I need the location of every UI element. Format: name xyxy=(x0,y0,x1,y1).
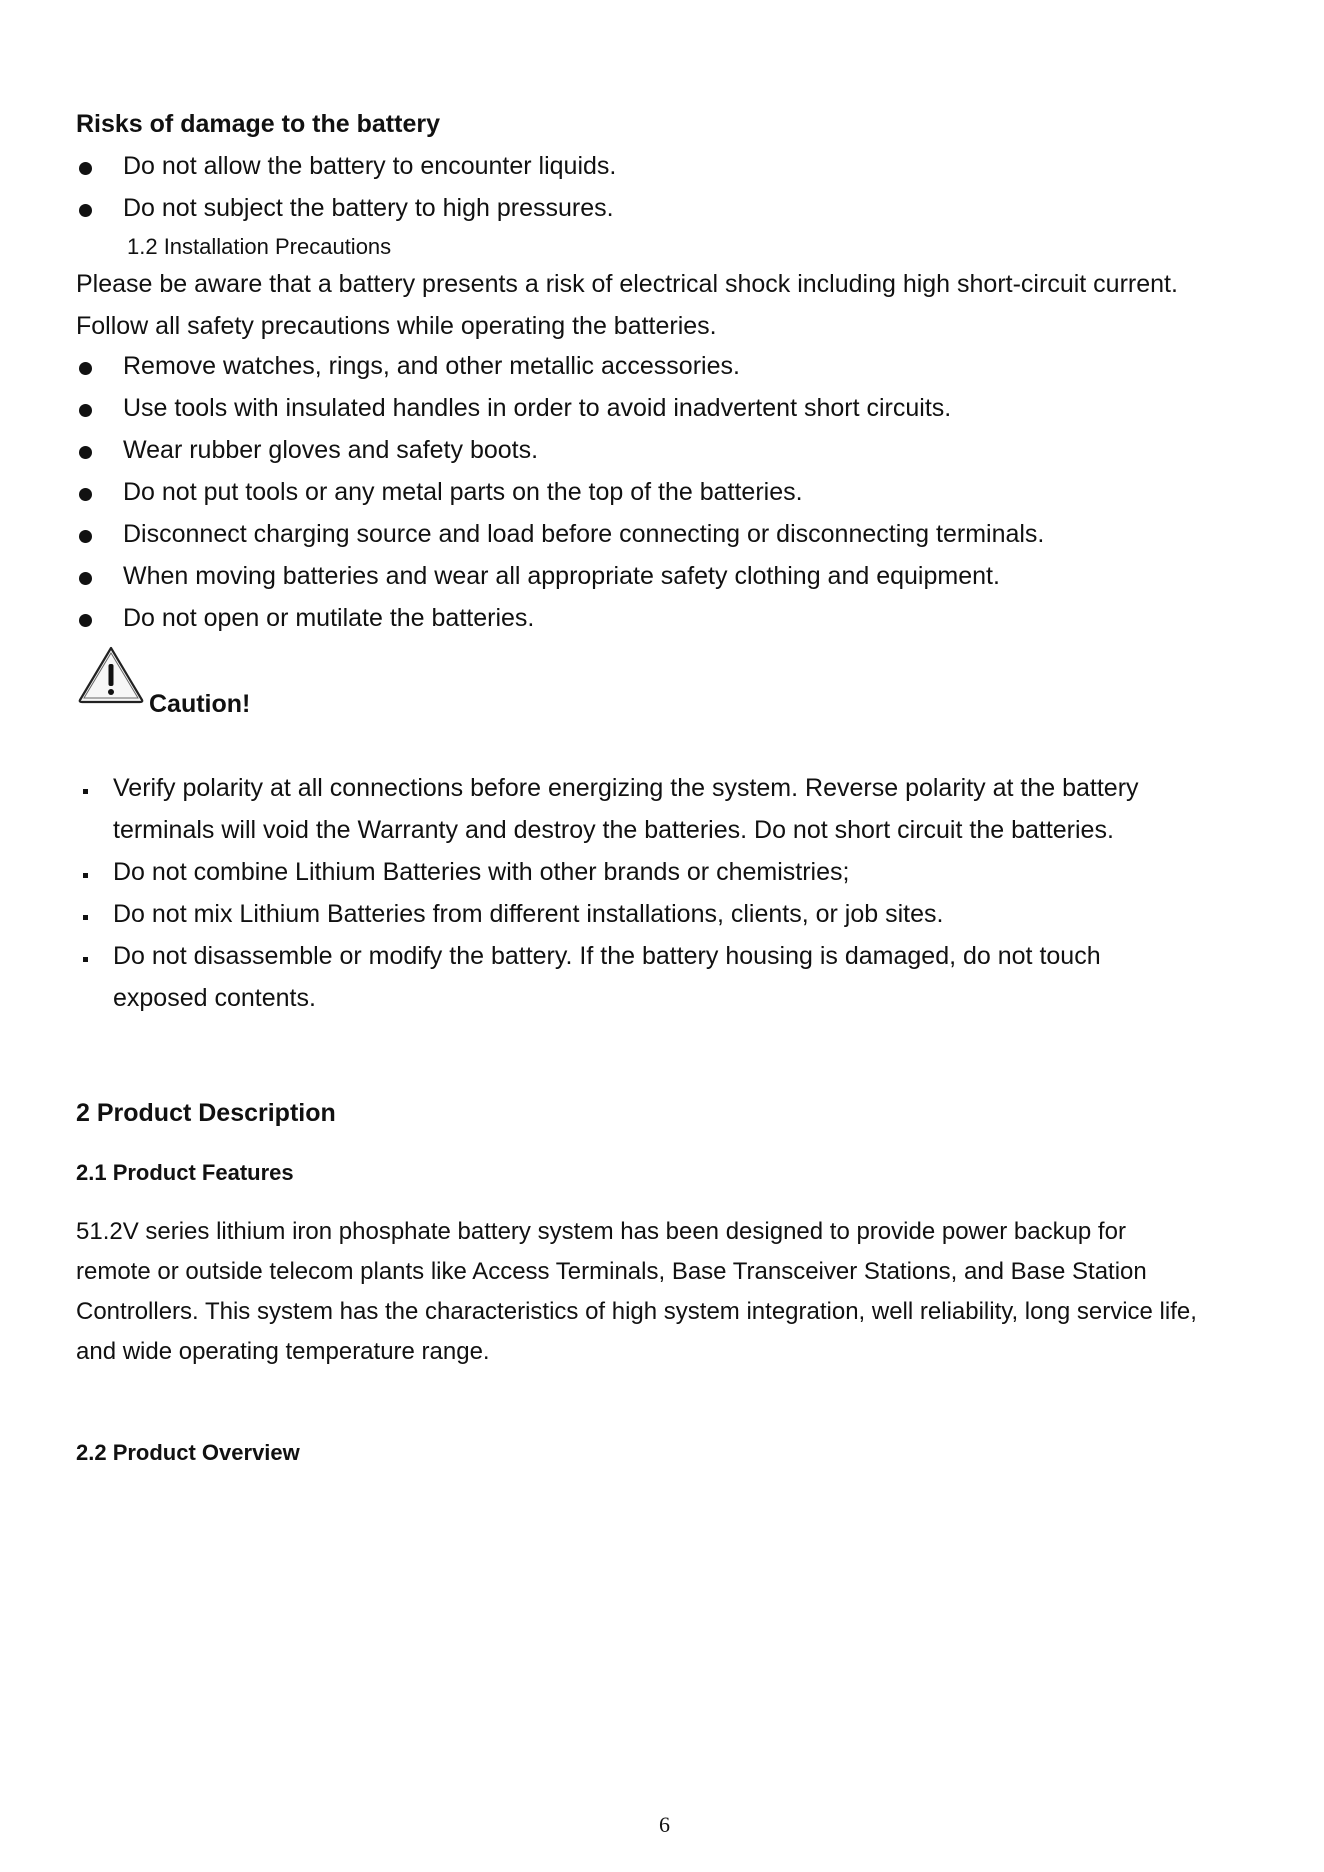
bullet-square-icon xyxy=(83,915,88,920)
paragraph-line: 51.2V series lithium iron phosphate battery system has been designed to provide power backup for xyxy=(76,1218,1126,1245)
bullet-dot-icon xyxy=(79,530,92,543)
install-intro-line: Follow all safety precautions while operating the batteries. xyxy=(76,312,717,340)
install-item: Remove watches, rings, and other metallic accessories. xyxy=(123,352,740,380)
caution-item-line: Do not mix Lithium Batteries from different installations, clients, or job sites. xyxy=(113,900,944,928)
install-item: When moving batteries and wear all appropriate safety clothing and equipment. xyxy=(123,562,1000,590)
install-item: Do not open or mutilate the batteries. xyxy=(123,604,535,632)
caution-label: Caution! xyxy=(149,690,251,718)
caution-item-line: Do not disassemble or modify the battery. If the battery housing is damaged, do not touch xyxy=(113,942,1101,970)
bullet-dot-icon xyxy=(79,446,92,459)
bullet-dot-icon xyxy=(79,404,92,417)
subsection-heading: 2.2 Product Overview xyxy=(76,1440,300,1465)
caution-item-line: terminals will void the Warranty and destroy the batteries. Do not short circuit the batteries. xyxy=(113,816,1114,844)
caution-item-line: Do not combine Lithium Batteries with other brands or chemistries; xyxy=(113,858,850,886)
bullet-dot-icon xyxy=(79,614,92,627)
bullet-dot-icon xyxy=(79,162,92,175)
paragraph-line: Controllers. This system has the characteristics of high system integration, well reliability, long service life, xyxy=(76,1298,1197,1325)
install-subheading: 1.2 Installation Precautions xyxy=(127,234,392,259)
bullet-square-icon xyxy=(83,957,88,962)
bullet-square-icon xyxy=(83,873,88,878)
warning-triangle-icon xyxy=(76,644,146,706)
install-item: Disconnect charging source and load before connecting or disconnecting terminals. xyxy=(123,520,1045,548)
bullet-dot-icon xyxy=(79,488,92,501)
bullet-dot-icon xyxy=(79,362,92,375)
section-heading: 2 Product Description xyxy=(76,1099,336,1127)
subsection-heading: 2.1 Product Features xyxy=(76,1160,294,1185)
caution-item-line: Verify polarity at all connections before energizing the system. Reverse polarity at the battery xyxy=(113,774,1139,802)
risks-item: Do not allow the battery to encounter liquids. xyxy=(123,152,617,180)
page-number: 6 xyxy=(659,1812,670,1837)
bullet-dot-icon xyxy=(79,204,92,217)
install-item: Wear rubber gloves and safety boots. xyxy=(123,436,539,464)
risks-heading: Risks of damage to the battery xyxy=(76,110,440,138)
risks-item: Do not subject the battery to high pressures. xyxy=(123,194,614,222)
caution-item-line: exposed contents. xyxy=(113,984,316,1012)
install-item: Do not put tools or any metal parts on the top of the batteries. xyxy=(123,478,803,506)
install-item: Use tools with insulated handles in order to avoid inadvertent short circuits. xyxy=(123,394,952,422)
bullet-square-icon xyxy=(83,789,88,794)
paragraph-line: and wide operating temperature range. xyxy=(76,1338,490,1365)
install-intro-line: Please be aware that a battery presents a risk of electrical shock including high short-circuit current. xyxy=(76,270,1178,298)
paragraph-line: remote or outside telecom plants like Access Terminals, Base Transceiver Stations, and Base Station xyxy=(76,1258,1147,1285)
bullet-dot-icon xyxy=(79,572,92,585)
